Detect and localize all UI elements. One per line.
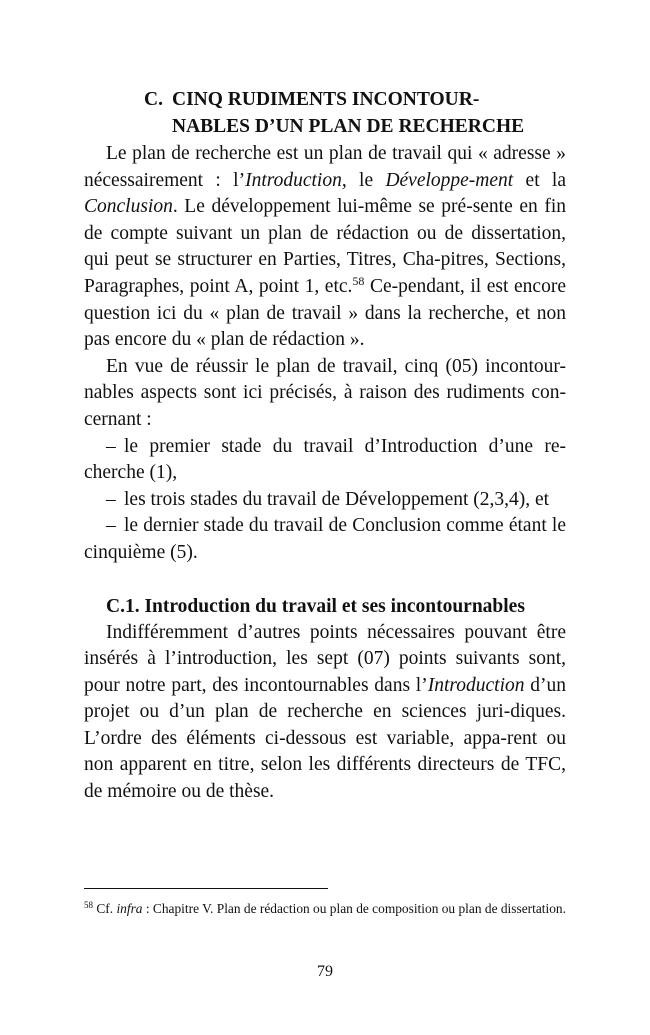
heading-line-2: NABLES D’UN PLAN DE RECHERCHE bbox=[172, 116, 525, 137]
dash-list bbox=[84, 434, 566, 567]
paragraph-2: En vue de réussir le plan de travail, cinq (05) incontour-nables aspects sont ici précisés, à raison des rudiments con-cernant : bbox=[84, 355, 566, 430]
heading-line-1: CINQ RUDIMENTS INCONTOUR- bbox=[172, 89, 480, 110]
section-heading bbox=[84, 86, 566, 140]
footnote-divider bbox=[84, 888, 328, 889]
footnote-reference[interactable]: 58 bbox=[352, 273, 365, 288]
dash-bullet: – bbox=[106, 435, 116, 457]
footnote: $^{58}$ Cf. infra : Chapitre V. Plan de rédaction ou plan de composition ou plan de dissertation. bbox=[84, 900, 566, 916]
italic-developpement: Développe-ment bbox=[385, 169, 514, 191]
dash-bullet: – bbox=[106, 488, 116, 510]
section-letter: C. bbox=[144, 89, 163, 110]
subsection-heading: C.1. Introduction du travail et ses incontournables bbox=[106, 595, 525, 617]
list-item: – le premier stade du travail d’Introduction d’une re-cherche (1), bbox=[84, 435, 566, 484]
footnote-number: 58 bbox=[84, 900, 93, 910]
italic-introduction: Introduction bbox=[245, 169, 342, 191]
italic-conclusion: Conclusion bbox=[84, 196, 173, 218]
italic-introduction: Introduction bbox=[427, 674, 525, 696]
paragraph-1: Le plan de recherche est un plan de travail qui « adresse » nécessairement : l’Introduction, le Développe-ment et la Conclusion. Le développement lui-même se pré-sente en fin de compte suivant un plan de rédaction ou de dissertation, qui peut se structurer en Parties, Titres, Cha-pitres, Sections, Paragraphes, point A, point 1, etc.$^{58}$ Ce-pendant, il est encore question ici du « plan de travail » dans la recherche, et non pas encore du « plan de rédaction ». bbox=[84, 143, 566, 351]
italic-infra: infra bbox=[116, 901, 143, 916]
dash-bullet: – bbox=[106, 515, 116, 537]
page-number: 79 bbox=[317, 963, 333, 980]
list-item: – le dernier stade du travail de Conclusion comme étant le cinquième (5). bbox=[84, 515, 566, 563]
paragraph-3: Indifféremment d’autres points nécessaires pouvant être insérés à l’introduction, les sept (07) points suivants sont, pour notre part, des incontournables dans l’Introduction d’un projet ou d’un plan de recherche en sciences juri-diques. L’ordre des éléments ci-dessous est variable, appa-rent ou non apparent en titre, selon les différents directeurs de TFC, de mémoire ou de thèse. bbox=[84, 621, 566, 803]
page-body bbox=[84, 86, 566, 806]
list-item: – les trois stades du travail de Développement (2,3,4), et bbox=[84, 487, 566, 514]
